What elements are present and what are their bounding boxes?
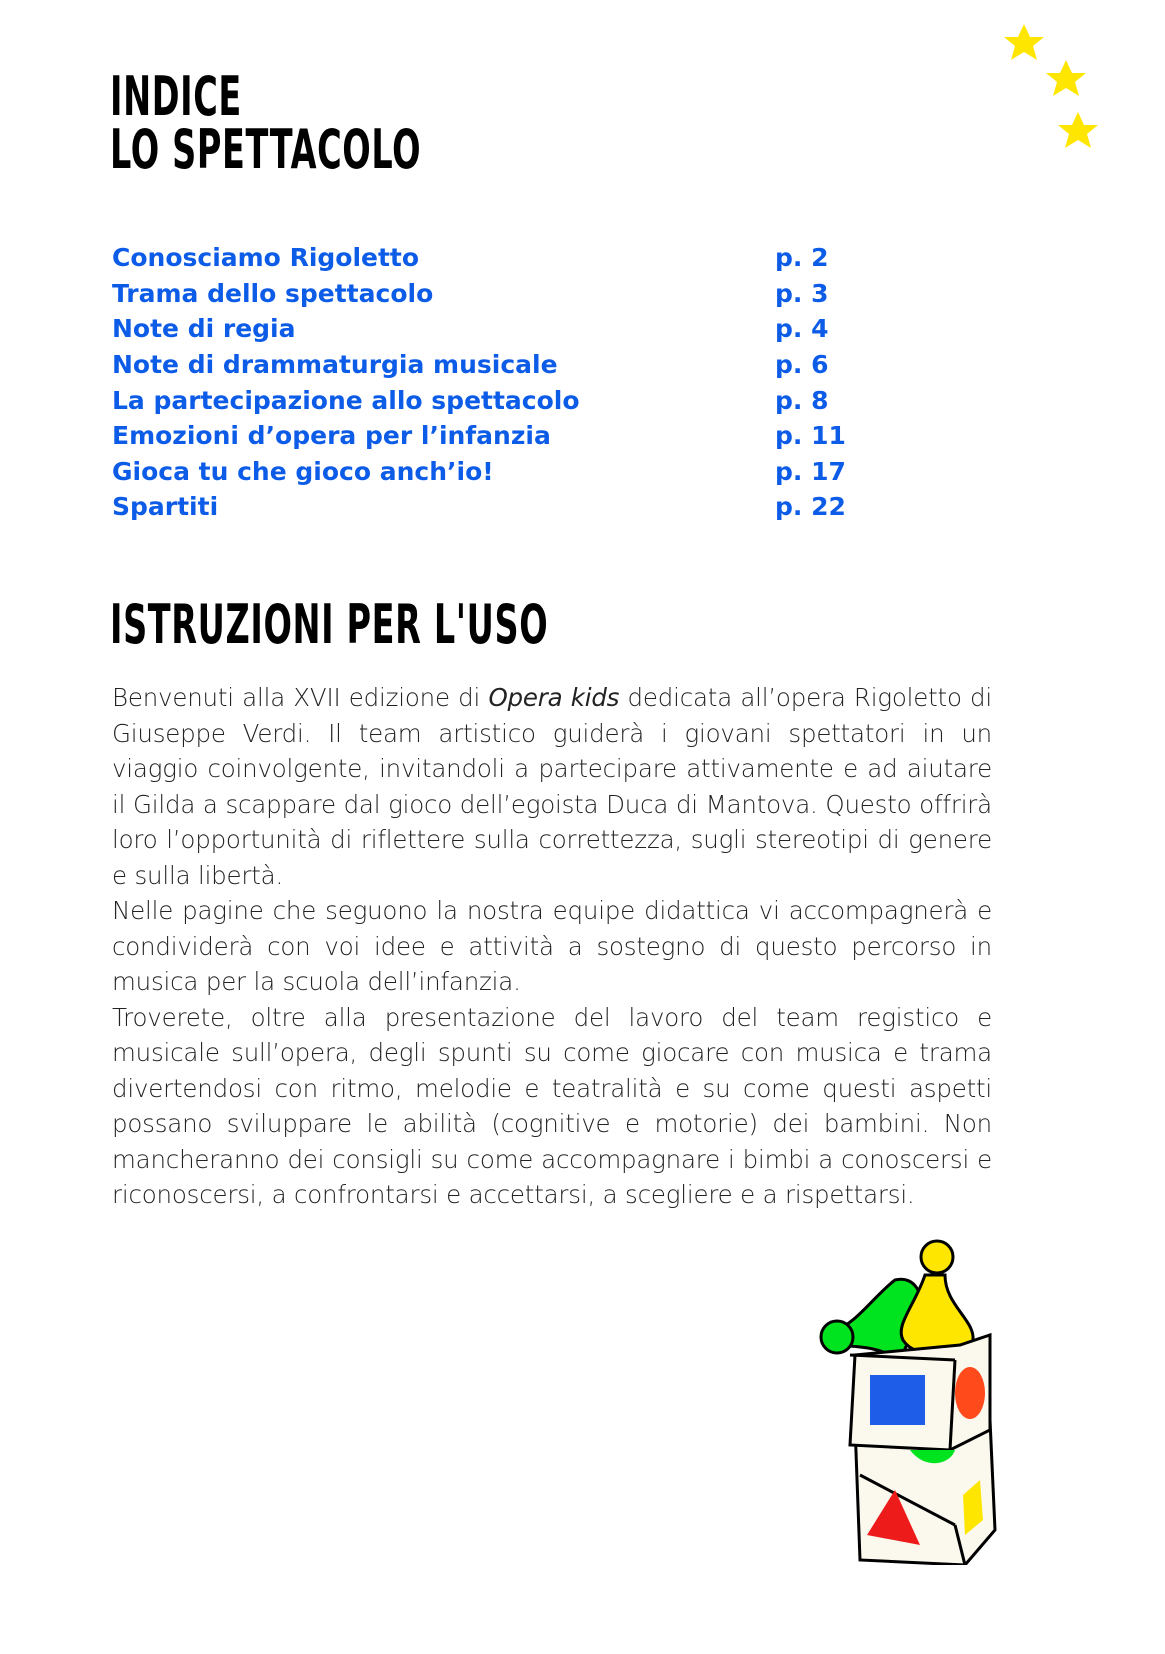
toc-entry[interactable]	[112, 347, 872, 383]
toc-entry-title[interactable]: Note di drammaturgia musicale	[112, 350, 558, 380]
toc-entry-page[interactable]: p. 11	[775, 421, 846, 451]
instructions-title: ISTRUZIONI PER L'USO	[110, 593, 549, 656]
paragraph	[112, 680, 992, 893]
table-of-contents	[112, 240, 872, 525]
toc-entry-page[interactable]: p. 17	[775, 456, 846, 486]
paragraph: Nelle pagine che seguono la nostra equipe didattica vi accompagnerà e condividerà con voi idee e attività a sostegno di questo percorso in musica per la scuola dell’infanzia.	[112, 896, 992, 996]
toc-entry-page[interactable]: p. 8	[775, 385, 829, 415]
blue-square	[870, 1375, 925, 1425]
paragraph: Troverete, oltre alla presentazione del lavoro del team registico e musicale sull’opera, degli spunti su come giocare con musica e trama divertendosi con ritmo, melodie e teatralità e su come questi aspetti possano sviluppare le abilità (cognitive e motorie) dei bambini. Non mancheranno dei consigli su come accompagnare i bimbi a conoscersi e riconoscersi, a confrontarsi e accettarsi, a scegliere e a rispettarsi.	[112, 1002, 992, 1209]
toc-entry-title[interactable]: Trama dello spettacolo	[112, 278, 434, 308]
toc-entry-page[interactable]: p. 2	[775, 243, 829, 273]
text: Benvenuti alla XVII edizione di	[112, 683, 489, 712]
star-icon	[1058, 112, 1098, 148]
toc-entry[interactable]	[112, 418, 872, 454]
toc-entry[interactable]	[112, 311, 872, 347]
star-icon	[1004, 24, 1044, 60]
toc-entry-title[interactable]: La partecipazione allo spettacolo	[112, 385, 580, 415]
stars-decoration	[1000, 20, 1110, 160]
toy-blocks-illustration	[815, 1235, 1005, 1565]
instructions-text	[112, 680, 992, 1213]
toc-entry[interactable]	[112, 276, 872, 312]
toc-entry-title[interactable]: Emozioni d’opera per l’infanzia	[112, 421, 551, 451]
toc-entry[interactable]	[112, 382, 872, 418]
toc-entry-title[interactable]: Conosciamo Rigoletto	[112, 243, 420, 273]
toc-entry[interactable]	[112, 240, 872, 276]
toc-entry-title[interactable]: Note di regia	[112, 314, 296, 344]
emphasis: Opera kids	[488, 683, 620, 712]
toc-entry-page[interactable]: p. 6	[775, 350, 829, 380]
show-title: LO SPETTACOLO	[110, 118, 422, 181]
index-title: INDICE	[110, 65, 242, 128]
toc-entry-title[interactable]: Spartiti	[112, 492, 219, 522]
toc-entry-page[interactable]: p. 3	[775, 278, 829, 308]
toc-entry-page[interactable]: p. 4	[775, 314, 829, 344]
toc-entry[interactable]	[112, 489, 872, 525]
toc-entry-page[interactable]: p. 22	[775, 492, 846, 522]
text: dedicata all’opera Rigoletto di Giuseppe Verdi. Il team artistico guiderà i giovani spettatori in un viaggio coinvolgente, invitandoli a partecipare attivamente e ad aiutare il Gilda a scappare dal gioco dell’egoista Duca di Mantova. Questo offrirà loro l’opportunità di riflettere sulla correttezza, sugli stereotipi di genere e sulla libertà.	[112, 683, 992, 890]
star-icon	[1046, 60, 1086, 96]
toc-entry-title[interactable]: Gioca tu che gioco anch’io!	[112, 456, 494, 486]
toc-entry[interactable]	[112, 454, 872, 490]
